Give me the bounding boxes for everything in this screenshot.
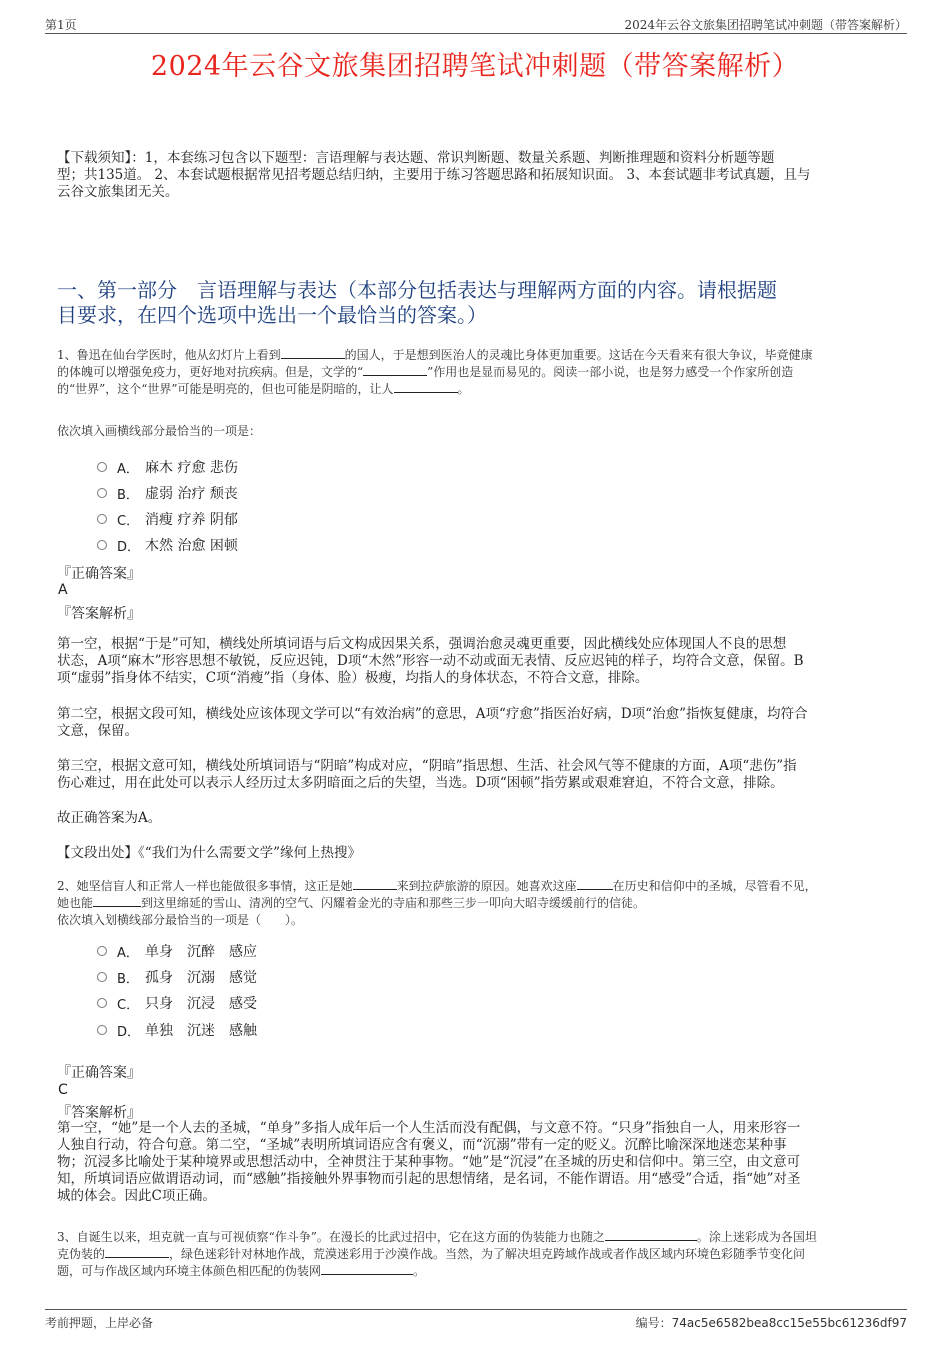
q1-answer-label: 『正确答案』 [57,566,141,582]
notice-line: 【下载须知】：1，本套练习包含以下题型：言语理解与表达题、常识判断题、数量关系题、判断推理题和资料分析题等题 [57,150,775,166]
download-notice [57,150,897,201]
section-heading-line: 目要求，在四个选项中选出一个最恰当的答案。） [57,303,487,327]
page-title: 2024年云谷文旅集团招聘笔试冲刺题（带答案解析） [150,51,800,82]
q2-analysis-label: 『答案解析』 [57,1105,141,1121]
radio-icon[interactable] [97,998,107,1008]
question-1-stem: 1、鲁迅在仙台学医时，他从幻灯片上看到 的国人，于是想到医治人的灵魂比身体更加重要。这话在今天看来有很大争议，毕竟健康 的体魄可以增强免疫力，更好地对抗疾病。但是，文学的“ ”作用也是显而易见的。阅读一部小说，也是努力感受一个作家所创造 的“世界”，这个“世界”可能是明亮的，但也可能是阴暗的，让人 。 [57,348,813,396]
q2-option-d[interactable]: D． 单独 沉迷 感触 [97,1020,257,1040]
radio-icon[interactable] [97,972,107,982]
question-2-prompt: 依次填入划横线部分最恰当的一项是（ ）。 [57,913,304,927]
footer-divider [45,1309,907,1310]
footer-slogan: 考前押题，上岸必备 [45,1316,154,1330]
q1-option-b[interactable]: B． 虚弱 治疗 颓丧 [97,483,238,503]
q1-analysis-label: 『答案解析』 [57,606,141,622]
fill-blank [577,878,613,890]
radio-icon[interactable] [97,540,107,550]
q2-answer-label: 『正确答案』 [57,1065,141,1081]
q2-option-c[interactable]: C． 只身 沉浸 感受 [97,993,257,1013]
question-3-stem: 3、自诞生以来，坦克就一直与可视侦察“作斗争”。在漫长的比武过招中，它在这方面的伪装能力也随之 。涂上迷彩成为各国坦 克伪装的 ，绿色迷彩针对林地作战，荒漠迷彩用于沙漠作战。当然，为了解决坦克跨域作战或者作战区域内环境色彩随季节变化问 题，可与作战区域内环境主体颜色相匹配的伪装网 。 [57,1230,817,1278]
q2-option-a[interactable]: A． 单身 沉醉 感应 [97,941,257,961]
page-number: 第1页 [45,18,77,32]
radio-icon[interactable] [97,514,107,524]
section-heading-line: 一、第一部分 言语理解与表达（本部分包括表达与理解两方面的内容。请根据题 [57,278,777,302]
q1-conclusion: 故正确答案为A。 [57,810,162,826]
footer-code: 编号：74ac5e6582bea8cc15e55bc61236df97 [635,1316,907,1330]
question-1-prompt: 依次填入画横线部分最恰当的一项是： [57,424,262,438]
radio-icon[interactable] [97,1025,107,1035]
q1-answer: A [58,582,68,598]
fill-blank [105,1246,169,1258]
q1-option-a[interactable]: A． 麻木 疗愈 悲伤 [97,457,238,477]
fill-blank [321,1263,413,1275]
fill-blank [394,381,458,393]
q1-option-d[interactable]: D． 木然 治愈 困顿 [97,535,238,555]
fill-blank [93,895,141,907]
section-heading [57,278,897,328]
header-doc-title: 2024年云谷文旅集团招聘笔试冲刺题（带答案解析） [624,18,907,32]
q2-analysis-paragraph: 第一空，“她”是一个人去的圣城，“单身”多指人成年后一个人生活而没有配偶，与文意不符。“只身”指独自一人，用来形容一 人独自行动，符合句意。第二空，“圣城”表明所填词语应含有褒义，而“沉溺”带有一定的贬义。沉醉比喻深深地迷恋某种事 物；沉浸多比喻处于某种境界或思想活动中，全神贯注于某种事物。“她”是“沉浸”在圣城的历史和信仰中。第三空，由文意可 知，所填词语应做谓语动词，而“感触”指接触外界事物而引起的思想情绪，是名词，不能作谓语。用“感受”合适，指“她”对圣 城的体会。因此C项正确。 [57,1120,801,1204]
fill-blank [363,364,427,376]
radio-icon[interactable] [97,946,107,956]
q1-analysis-paragraph: 第三空，根据文意可知，横线处所填词语与“阴暗”构成对应，“阴暗”指思想、生活、社会风气等不健康的方面，A项“悲伤”指 伤心难过，用在此处可以表示人经历过太多阴暗面之后的失望，当选。D项“困顿”指劳累或艰难窘迫，不符合文意，排除。 [57,758,797,791]
notice-line: 型；共135道。 2、本套试题根据常见招考题总结归纳，主要用于练习答题思路和拓展知识面。 3、本套试题非考试真题，且与 [57,167,811,183]
q2-answer: C [58,1082,68,1098]
notice-line: 云谷文旅集团无关。 [57,184,179,200]
fill-blank [605,1229,697,1241]
header-divider [45,33,907,34]
q1-option-c[interactable]: C． 消瘦 疗养 阴郁 [97,509,238,529]
radio-icon[interactable] [97,462,107,472]
radio-icon[interactable] [97,488,107,498]
q1-source: 【文段出处】《“我们为什么需要文学”缘何上热搜》 [57,845,362,861]
q2-option-b[interactable]: B． 孤身 沉溺 感觉 [97,967,257,987]
fill-blank [353,878,397,890]
q1-analysis-paragraph: 第一空，根据“于是”可知，横线处所填词语与后文构成因果关系，强调治愈灵魂更重要，因此横线处应体现国人不良的思想 状态，A项“麻木”形容思想不敏锐，反应迟钝，D项“木然”形容一动不动或面无表情、反应迟钝的样子，均符合文意，保留。B 项“虚弱”指身体不结实，C项“消瘦”指（身体、脸）极瘦，均指人的身体状态，不符合文意，排除。 [57,636,804,686]
question-2-stem: 2、她坚信盲人和正常人一样也能做很多事情，这正是她 来到拉萨旅游的原因。她喜欢这座 在历史和信仰中的圣城，尽管看不见， 她也能 到这里绵延的雪山、清冽的空气、闪耀着金光的寺庙和那些三步一叩向大昭寺缓缓前行的信徒。 依次填入划横线部分最恰当的一项是（ ）。 [57,878,900,929]
fill-blank [281,347,345,359]
q1-analysis-paragraph: 第二空，根据文段可知，横线处应该体现文学可以“有效治病”的意思，A项“疗愈”指医治好病，D项“治愈”指恢复健康，均符合 文意，保留。 [57,706,808,739]
